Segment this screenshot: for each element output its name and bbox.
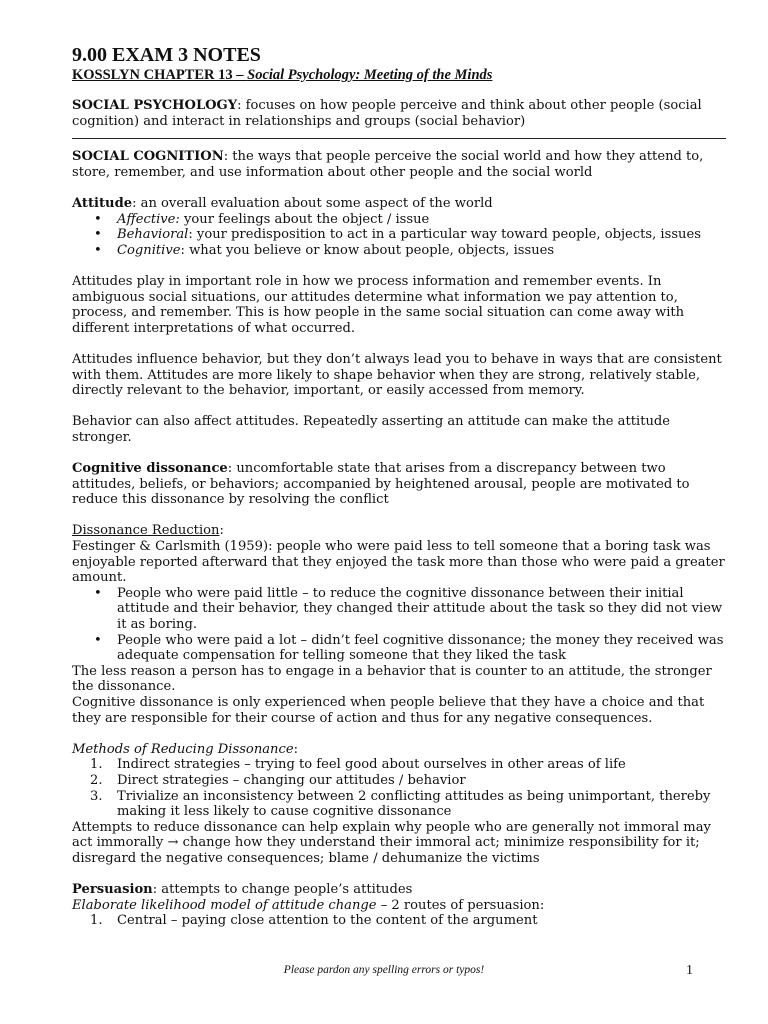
bullet-icon: • [94,632,102,648]
persuasion-definition: Persuasion: attempts to change people’s attitudes [72,882,413,898]
list-item: 2. Direct strategies – changing our attitudes / behavior [90,772,466,788]
chapter-subtitle [72,66,728,84]
term-social-cognition: SOCIAL COGNITION [72,149,224,165]
term-cognitive-dissonance: Cognitive dissonance [72,461,228,477]
list-item: • People who were paid little – to reduce the cognitive dissonance between their initial attitude and their behavior, they changed their attitude about the task so they did not view it as boring. [94,585,723,632]
bullet-icon: • [94,227,102,243]
bullet-icon: • [94,585,102,601]
bullet-icon: • [94,242,102,258]
page-title: 9.00 EXAM 3 NOTES [72,44,261,66]
section-divider [72,138,726,139]
attitude-definition: Attitude: an overall evaluation about some aspect of the world [72,195,493,211]
methods-list [72,757,728,819]
festinger-study: Festinger & Carlsmith (1959): people who were paid less to tell someone that a boring task was enjoyable reported afterward that they enjoyed the task more than those who were paid a greater amount. [72,539,725,586]
term-social-psychology: SOCIAL PSYCHOLOGY [72,98,238,113]
social-psychology-definition: SOCIAL PSYCHOLOGY: focuses on how people perceive and think about other people (social cognition) and interact in relationships and groups (social behavior) [72,98,702,129]
persuasion-routes-list [72,913,728,929]
chapter-name: Social Psychology: Meeting of the Minds [247,67,493,83]
list-item: • Affective: your feelings about the object / issue [94,211,430,227]
dissonance-study-list [72,586,728,664]
paragraph-attitudes-processing: Attitudes play in important role in how we process information and remember events. In ambiguous social situations, our attitudes determine what information we pay attention to, process, and remember. This is how people in the same social situation can come away with different interpretations of what occurred. [72,273,685,336]
paragraph-dissonance-strength: The less reason a person has to engage in a behavior that is counter to an attitude, the stronger the dissonance. [72,663,712,695]
social-cognition-definition: SOCIAL COGNITION: the ways that people perceive the social world and how they attend to, store, remember, and use information about other people and the social world [72,149,704,180]
list-item: 3. Trivialize an inconsistency between 2 conflicting attitudes as being unimportant, thereby making it less likely to cause cognitive dissonance [90,788,711,820]
list-item: 1. Indirect strategies – trying to feel good about ourselves in other areas of life [90,757,626,773]
footer-note: Please pardon any spelling errors or typos! [283,964,485,976]
term-attitude: Attitude [72,195,133,211]
elaboration-model-line: Elaborate likelihood model of attitude change – 2 routes of persuasion: [72,897,545,913]
list-item: 1. Central – paying close attention to the content of the argument [90,913,538,929]
paragraph-attitudes-behavior: Attitudes influence behavior, but they don’t always lead you to behave in ways that are consistent with them. Attitudes are more likely to shape behavior when they are strong, relatively stable, directly relevant to the behavior, important, or easily accessed from memory. [72,351,722,399]
bullet-icon: • [94,211,102,227]
dissonance-reduction-heading: Dissonance Reduction: [72,523,224,539]
paragraph-behavior-affects-attitudes: Behavior can also affect attitudes. Repeatedly asserting an attitude can make the attitude stronger. [72,414,671,445]
document-page [72,44,728,929]
list-item: • Cognitive: what you believe or know about people, objects, issues [94,242,555,258]
term-persuasion: Persuasion [72,882,153,898]
attitude-components-list [72,212,728,259]
list-item: • Behavioral: your predisposition to act in a particular way toward people, objects, issues [94,227,701,243]
cognitive-dissonance-definition: Cognitive dissonance: uncomfortable state that arises from a discrepancy between two attitudes, beliefs, or behaviors; accompanied by heightened arousal, people are motivated to reduce this dissonance by resolving the conflict [72,461,690,508]
page-number: 1 [686,963,693,978]
chapter-label: KOSSLYN CHAPTER 13 – [72,67,248,83]
list-item: • People who were paid a lot – didn’t feel cognitive dissonance; the money they received was adequate compensation for telling someone that they liked the task [94,632,724,664]
paragraph-dissonance-choice: Cognitive dissonance is only experienced when people believe that they have a choice and that they are responsible for their course of action and thus for any negative consequences. [72,694,705,726]
paragraph-immoral-acts: Attempts to reduce dissonance can help explain why people who are generally not immoral may act immorally → change how they understand their immoral act; minimize responsibility for it; disregard the negative consequences; blame / dehumanize the victims [72,819,711,866]
methods-heading: Methods of Reducing Dissonance: [72,741,298,757]
